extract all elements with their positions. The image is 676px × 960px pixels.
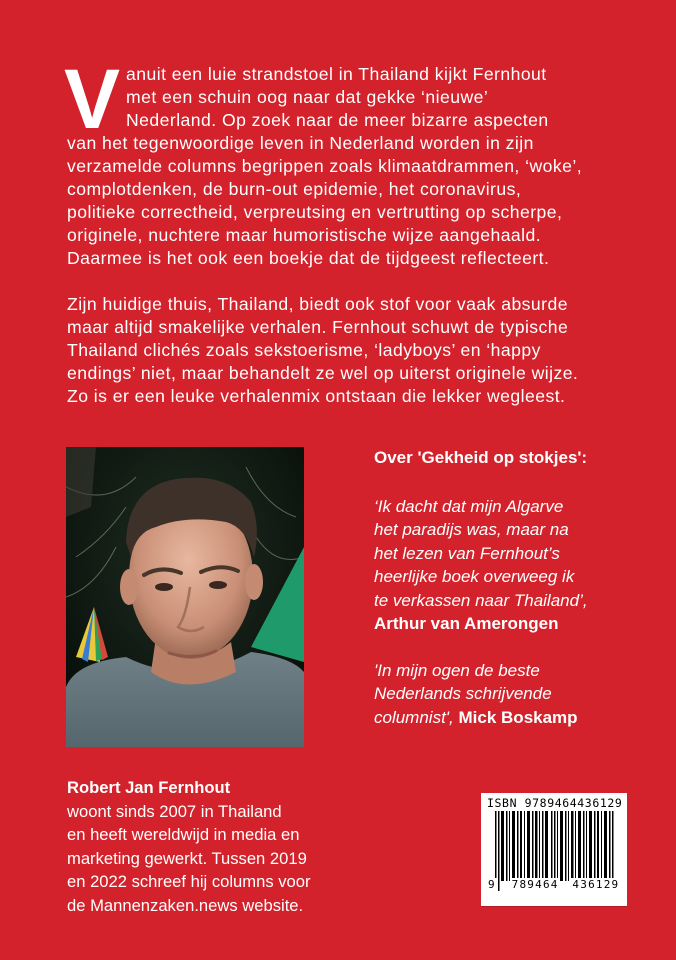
intro-line: complotdenken, de burn-out epidemie, het coronavirus, [67, 179, 522, 199]
paragraph-line: Zijn huidige thuis, Thailand, biedt ook stof voor vaak absurde [67, 294, 568, 314]
quote-line: 'In mijn ogen de beste [374, 660, 540, 680]
reviews-heading: Over 'Gekheid op stokjes': [374, 448, 588, 467]
author-bio [67, 776, 367, 917]
intro-paragraph [64, 52, 627, 270]
bio-line: marketing gewerkt. Tussen 2019 [67, 848, 307, 868]
isbn-digit-group: 436129 [572, 878, 620, 891]
bio-line: en heeft wereldwijd in media en [67, 825, 300, 844]
intro-line: politieke correctheid, verpreutsing en vertrutting op scherpe, [67, 202, 563, 222]
author-name: Robert Jan Fernhout [67, 778, 231, 797]
intro-line: met een schuin oog naar dat gekke ‘nieuwe’ [126, 87, 489, 107]
intro-line: verzamelde columns begrippen zoals klimaatdrammen, ‘woke’, [67, 156, 583, 176]
paragraph-line: Zo is er een leuke verhalenmix ontstaan die lekker wegleest. [67, 386, 566, 406]
reviews-section [374, 446, 644, 752]
quote-line: het paradijs was, maar na [374, 520, 569, 539]
intro-line: Daarmee is het ook een boekje dat de tijdgeest reflecteert. [67, 248, 550, 268]
quote-line: te verkassen naar Thailand’, [374, 590, 588, 610]
intro-line: originele, nuchtere maar humoristische wijze aangehaald. [67, 225, 542, 245]
quote-line: ‘Ik dacht dat mijn Algarve [374, 496, 564, 516]
isbn-digit-group: 789464 [511, 878, 559, 891]
paragraph-line: endings’ niet, maar behandelt ze wel op uiterst originele wijze. [67, 363, 579, 383]
intro-line: Nederland. Op zoek naar de meer bizarre aspecten [126, 110, 549, 130]
review-quote-2 [374, 659, 644, 730]
isbn-label: ISBN 9789464436129 [487, 796, 623, 810]
paragraph-line: Thailand clichés zoals sekstoerisme, ‘ladyboys’ en ‘happy [67, 340, 541, 360]
bio-line: woont sinds 2007 in Thailand [67, 801, 282, 821]
author-photo [66, 447, 304, 747]
intro-line: van het tegenwoordige leven in Nederland worden in zijn [67, 133, 534, 153]
isbn-digits [487, 879, 621, 890]
quote-line: heerlijke boek overweeg ik [374, 567, 575, 586]
quote-line: het lezen van Fernhout’s [374, 543, 560, 563]
isbn-barcode [481, 793, 627, 906]
review-author: Arthur van Amerongen [374, 614, 559, 633]
review-author: Mick Boskamp [458, 707, 578, 727]
review-quote-1 [374, 495, 644, 636]
portrait-illustration [66, 447, 304, 747]
paragraph-line: maar altijd smakelijke verhalen. Fernhout schuwt de typische [67, 317, 569, 337]
quote-line: columnist', [374, 707, 454, 727]
second-paragraph [67, 293, 637, 408]
bio-line: de Mannenzaken.news website. [67, 895, 304, 915]
isbn-digit-lead: 9 [488, 878, 496, 891]
drop-cap: V [64, 52, 121, 146]
quote-line: Nederlands schrijvende [374, 684, 552, 703]
intro-line: anuit een luie strandstoel in Thailand kijkt Fernhout [126, 64, 547, 84]
bio-line: en 2022 schreef hij columns voor [67, 872, 311, 891]
